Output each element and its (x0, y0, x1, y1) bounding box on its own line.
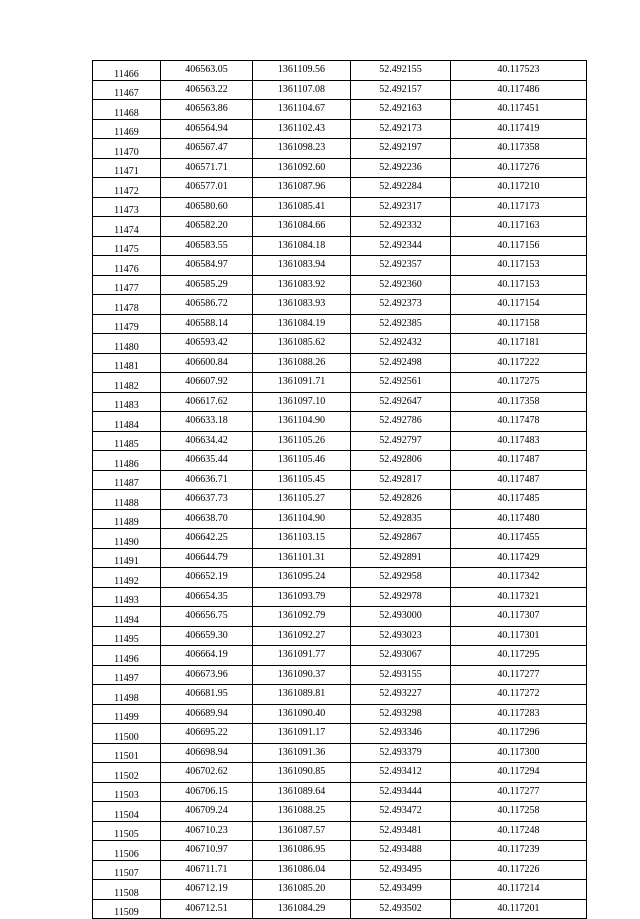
point-number-cell: 11481 (93, 353, 161, 373)
latitude-cell: 52.492978 (351, 587, 451, 607)
table-row (93, 100, 587, 120)
table-row (93, 119, 587, 139)
latitude-cell: 52.492835 (351, 509, 451, 529)
y-coordinate-cell: 1361088.25 (253, 802, 351, 822)
latitude-cell: 52.492385 (351, 314, 451, 334)
point-number-cell: 11488 (93, 490, 161, 510)
table-row (93, 685, 587, 705)
latitude-cell: 52.492163 (351, 100, 451, 120)
y-coordinate-cell: 1361095.24 (253, 568, 351, 588)
table-row (93, 704, 587, 724)
y-coordinate-cell: 1361090.85 (253, 763, 351, 783)
table-row (93, 314, 587, 334)
table-row (93, 607, 587, 627)
table-row (93, 782, 587, 802)
y-coordinate-cell: 1361089.64 (253, 782, 351, 802)
x-coordinate-cell: 406644.79 (161, 548, 253, 568)
point-number-cell: 11480 (93, 334, 161, 354)
x-coordinate-cell: 406567.47 (161, 139, 253, 159)
x-coordinate-cell: 406664.19 (161, 646, 253, 666)
latitude-cell: 52.492647 (351, 392, 451, 412)
y-coordinate-cell: 1361089.81 (253, 685, 351, 705)
point-number-cell: 11508 (93, 880, 161, 900)
latitude-cell: 52.493000 (351, 607, 451, 627)
coordinate-table-body (93, 61, 587, 919)
table-row (93, 763, 587, 783)
table-row (93, 412, 587, 432)
x-coordinate-cell: 406711.71 (161, 860, 253, 880)
table-row (93, 665, 587, 685)
x-coordinate-cell: 406586.72 (161, 295, 253, 315)
table-row (93, 860, 587, 880)
x-coordinate-cell: 406635.44 (161, 451, 253, 471)
x-coordinate-cell: 406712.51 (161, 899, 253, 919)
longitude-cell: 40.117486 (451, 80, 587, 100)
x-coordinate-cell: 406571.71 (161, 158, 253, 178)
point-number-cell: 11483 (93, 392, 161, 412)
y-coordinate-cell: 1361104.67 (253, 100, 351, 120)
x-coordinate-cell: 406563.86 (161, 100, 253, 120)
latitude-cell: 52.492357 (351, 256, 451, 276)
point-number-cell: 11496 (93, 646, 161, 666)
x-coordinate-cell: 406689.94 (161, 704, 253, 724)
point-number-cell: 11476 (93, 256, 161, 276)
longitude-cell: 40.117277 (451, 782, 587, 802)
x-coordinate-cell: 406633.18 (161, 412, 253, 432)
y-coordinate-cell: 1361092.27 (253, 626, 351, 646)
table-row (93, 470, 587, 490)
point-number-cell: 11492 (93, 568, 161, 588)
longitude-cell: 40.117487 (451, 451, 587, 471)
point-number-cell: 11471 (93, 158, 161, 178)
longitude-cell: 40.117342 (451, 568, 587, 588)
longitude-cell: 40.117485 (451, 490, 587, 510)
coordinate-table (92, 60, 587, 919)
point-number-cell: 11475 (93, 236, 161, 256)
x-coordinate-cell: 406580.60 (161, 197, 253, 217)
y-coordinate-cell: 1361091.71 (253, 373, 351, 393)
table-row (93, 568, 587, 588)
latitude-cell: 52.492958 (351, 568, 451, 588)
x-coordinate-cell: 406712.19 (161, 880, 253, 900)
y-coordinate-cell: 1361083.93 (253, 295, 351, 315)
y-coordinate-cell: 1361091.17 (253, 724, 351, 744)
y-coordinate-cell: 1361101.31 (253, 548, 351, 568)
longitude-cell: 40.117307 (451, 607, 587, 627)
longitude-cell: 40.117483 (451, 431, 587, 451)
point-number-cell: 11494 (93, 607, 161, 627)
x-coordinate-cell: 406652.19 (161, 568, 253, 588)
latitude-cell: 52.493495 (351, 860, 451, 880)
x-coordinate-cell: 406607.92 (161, 373, 253, 393)
table-row (93, 61, 587, 81)
latitude-cell: 52.492236 (351, 158, 451, 178)
y-coordinate-cell: 1361098.23 (253, 139, 351, 159)
latitude-cell: 52.493155 (351, 665, 451, 685)
point-number-cell: 11467 (93, 80, 161, 100)
y-coordinate-cell: 1361109.56 (253, 61, 351, 81)
table-row (93, 373, 587, 393)
y-coordinate-cell: 1361085.62 (253, 334, 351, 354)
longitude-cell: 40.117283 (451, 704, 587, 724)
y-coordinate-cell: 1361091.36 (253, 743, 351, 763)
x-coordinate-cell: 406563.22 (161, 80, 253, 100)
y-coordinate-cell: 1361087.57 (253, 821, 351, 841)
y-coordinate-cell: 1361105.45 (253, 470, 351, 490)
point-number-cell: 11489 (93, 509, 161, 529)
latitude-cell: 52.493502 (351, 899, 451, 919)
y-coordinate-cell: 1361092.79 (253, 607, 351, 627)
x-coordinate-cell: 406698.94 (161, 743, 253, 763)
table-row (93, 334, 587, 354)
table-row (93, 236, 587, 256)
point-number-cell: 11493 (93, 587, 161, 607)
latitude-cell: 52.493444 (351, 782, 451, 802)
x-coordinate-cell: 406702.62 (161, 763, 253, 783)
latitude-cell: 52.493472 (351, 802, 451, 822)
longitude-cell: 40.117480 (451, 509, 587, 529)
table-row (93, 256, 587, 276)
y-coordinate-cell: 1361084.18 (253, 236, 351, 256)
table-row (93, 821, 587, 841)
longitude-cell: 40.117239 (451, 841, 587, 861)
table-row (93, 548, 587, 568)
table-row (93, 197, 587, 217)
x-coordinate-cell: 406617.62 (161, 392, 253, 412)
longitude-cell: 40.117301 (451, 626, 587, 646)
latitude-cell: 52.492806 (351, 451, 451, 471)
x-coordinate-cell: 406585.29 (161, 275, 253, 295)
table-row (93, 529, 587, 549)
point-number-cell: 11500 (93, 724, 161, 744)
latitude-cell: 52.493481 (351, 821, 451, 841)
point-number-cell: 11486 (93, 451, 161, 471)
y-coordinate-cell: 1361084.66 (253, 217, 351, 237)
x-coordinate-cell: 406673.96 (161, 665, 253, 685)
longitude-cell: 40.117451 (451, 100, 587, 120)
x-coordinate-cell: 406710.97 (161, 841, 253, 861)
point-number-cell: 11469 (93, 119, 161, 139)
longitude-cell: 40.117429 (451, 548, 587, 568)
point-number-cell: 11477 (93, 275, 161, 295)
point-number-cell: 11503 (93, 782, 161, 802)
latitude-cell: 52.492373 (351, 295, 451, 315)
x-coordinate-cell: 406681.95 (161, 685, 253, 705)
latitude-cell: 52.492360 (351, 275, 451, 295)
point-number-cell: 11484 (93, 412, 161, 432)
longitude-cell: 40.117156 (451, 236, 587, 256)
table-row (93, 743, 587, 763)
point-number-cell: 11478 (93, 295, 161, 315)
x-coordinate-cell: 406636.71 (161, 470, 253, 490)
x-coordinate-cell: 406634.42 (161, 431, 253, 451)
point-number-cell: 11497 (93, 665, 161, 685)
point-number-cell: 11498 (93, 685, 161, 705)
table-row (93, 80, 587, 100)
latitude-cell: 52.492561 (351, 373, 451, 393)
table-row (93, 178, 587, 198)
longitude-cell: 40.117210 (451, 178, 587, 198)
table-row (93, 392, 587, 412)
y-coordinate-cell: 1361105.27 (253, 490, 351, 510)
point-number-cell: 11470 (93, 139, 161, 159)
y-coordinate-cell: 1361084.19 (253, 314, 351, 334)
latitude-cell: 52.492817 (351, 470, 451, 490)
table-row (93, 431, 587, 451)
x-coordinate-cell: 406659.30 (161, 626, 253, 646)
table-row (93, 899, 587, 919)
table-row (93, 490, 587, 510)
longitude-cell: 40.117276 (451, 158, 587, 178)
table-row (93, 275, 587, 295)
longitude-cell: 40.117214 (451, 880, 587, 900)
y-coordinate-cell: 1361083.92 (253, 275, 351, 295)
point-number-cell: 11472 (93, 178, 161, 198)
longitude-cell: 40.117222 (451, 353, 587, 373)
longitude-cell: 40.117248 (451, 821, 587, 841)
point-number-cell: 11501 (93, 743, 161, 763)
latitude-cell: 52.493298 (351, 704, 451, 724)
table-row (93, 509, 587, 529)
x-coordinate-cell: 406583.55 (161, 236, 253, 256)
longitude-cell: 40.117300 (451, 743, 587, 763)
longitude-cell: 40.117226 (451, 860, 587, 880)
point-number-cell: 11485 (93, 431, 161, 451)
longitude-cell: 40.117272 (451, 685, 587, 705)
y-coordinate-cell: 1361092.60 (253, 158, 351, 178)
point-number-cell: 11473 (93, 197, 161, 217)
latitude-cell: 52.492867 (351, 529, 451, 549)
latitude-cell: 52.493488 (351, 841, 451, 861)
latitude-cell: 52.492173 (351, 119, 451, 139)
y-coordinate-cell: 1361086.04 (253, 860, 351, 880)
x-coordinate-cell: 406706.15 (161, 782, 253, 802)
table-row (93, 880, 587, 900)
latitude-cell: 52.492197 (351, 139, 451, 159)
longitude-cell: 40.117181 (451, 334, 587, 354)
x-coordinate-cell: 406577.01 (161, 178, 253, 198)
y-coordinate-cell: 1361097.10 (253, 392, 351, 412)
longitude-cell: 40.117296 (451, 724, 587, 744)
table-row (93, 295, 587, 315)
x-coordinate-cell: 406695.22 (161, 724, 253, 744)
latitude-cell: 52.492786 (351, 412, 451, 432)
x-coordinate-cell: 406642.25 (161, 529, 253, 549)
y-coordinate-cell: 1361085.41 (253, 197, 351, 217)
longitude-cell: 40.117277 (451, 665, 587, 685)
latitude-cell: 52.492155 (351, 61, 451, 81)
x-coordinate-cell: 406563.05 (161, 61, 253, 81)
longitude-cell: 40.117478 (451, 412, 587, 432)
point-number-cell: 11491 (93, 548, 161, 568)
longitude-cell: 40.117201 (451, 899, 587, 919)
y-coordinate-cell: 1361085.20 (253, 880, 351, 900)
x-coordinate-cell: 406584.97 (161, 256, 253, 276)
longitude-cell: 40.117358 (451, 392, 587, 412)
x-coordinate-cell: 406593.42 (161, 334, 253, 354)
latitude-cell: 52.492317 (351, 197, 451, 217)
table-row (93, 587, 587, 607)
x-coordinate-cell: 406637.73 (161, 490, 253, 510)
point-number-cell: 11474 (93, 217, 161, 237)
latitude-cell: 52.492797 (351, 431, 451, 451)
y-coordinate-cell: 1361107.08 (253, 80, 351, 100)
table-row (93, 353, 587, 373)
table-row (93, 217, 587, 237)
table-row (93, 626, 587, 646)
longitude-cell: 40.117154 (451, 295, 587, 315)
latitude-cell: 52.492826 (351, 490, 451, 510)
latitude-cell: 52.492157 (351, 80, 451, 100)
longitude-cell: 40.117455 (451, 529, 587, 549)
point-number-cell: 11505 (93, 821, 161, 841)
table-row (93, 139, 587, 159)
latitude-cell: 52.493227 (351, 685, 451, 705)
longitude-cell: 40.117523 (451, 61, 587, 81)
latitude-cell: 52.493023 (351, 626, 451, 646)
y-coordinate-cell: 1361105.26 (253, 431, 351, 451)
point-number-cell: 11468 (93, 100, 161, 120)
latitude-cell: 52.493067 (351, 646, 451, 666)
table-row (93, 841, 587, 861)
longitude-cell: 40.117358 (451, 139, 587, 159)
latitude-cell: 52.492344 (351, 236, 451, 256)
x-coordinate-cell: 406588.14 (161, 314, 253, 334)
longitude-cell: 40.117295 (451, 646, 587, 666)
latitude-cell: 52.493346 (351, 724, 451, 744)
point-number-cell: 11507 (93, 860, 161, 880)
x-coordinate-cell: 406564.94 (161, 119, 253, 139)
table-row (93, 802, 587, 822)
point-number-cell: 11504 (93, 802, 161, 822)
latitude-cell: 52.492284 (351, 178, 451, 198)
point-number-cell: 11466 (93, 61, 161, 81)
y-coordinate-cell: 1361083.94 (253, 256, 351, 276)
x-coordinate-cell: 406710.23 (161, 821, 253, 841)
longitude-cell: 40.117294 (451, 763, 587, 783)
table-row (93, 646, 587, 666)
longitude-cell: 40.117321 (451, 587, 587, 607)
x-coordinate-cell: 406600.84 (161, 353, 253, 373)
longitude-cell: 40.117153 (451, 256, 587, 276)
table-row (93, 158, 587, 178)
latitude-cell: 52.493379 (351, 743, 451, 763)
longitude-cell: 40.117487 (451, 470, 587, 490)
latitude-cell: 52.493412 (351, 763, 451, 783)
x-coordinate-cell: 406638.70 (161, 509, 253, 529)
table-row (93, 451, 587, 471)
longitude-cell: 40.117419 (451, 119, 587, 139)
point-number-cell: 11509 (93, 899, 161, 919)
latitude-cell: 52.492432 (351, 334, 451, 354)
table-row (93, 724, 587, 744)
x-coordinate-cell: 406654.35 (161, 587, 253, 607)
longitude-cell: 40.117163 (451, 217, 587, 237)
latitude-cell: 52.492891 (351, 548, 451, 568)
longitude-cell: 40.117153 (451, 275, 587, 295)
y-coordinate-cell: 1361086.95 (253, 841, 351, 861)
point-number-cell: 11499 (93, 704, 161, 724)
y-coordinate-cell: 1361088.26 (253, 353, 351, 373)
y-coordinate-cell: 1361090.37 (253, 665, 351, 685)
x-coordinate-cell: 406709.24 (161, 802, 253, 822)
longitude-cell: 40.117275 (451, 373, 587, 393)
y-coordinate-cell: 1361090.40 (253, 704, 351, 724)
y-coordinate-cell: 1361105.46 (253, 451, 351, 471)
point-number-cell: 11482 (93, 373, 161, 393)
x-coordinate-cell: 406656.75 (161, 607, 253, 627)
point-number-cell: 11495 (93, 626, 161, 646)
y-coordinate-cell: 1361104.90 (253, 509, 351, 529)
longitude-cell: 40.117158 (451, 314, 587, 334)
x-coordinate-cell: 406582.20 (161, 217, 253, 237)
y-coordinate-cell: 1361104.90 (253, 412, 351, 432)
y-coordinate-cell: 1361091.77 (253, 646, 351, 666)
point-number-cell: 11479 (93, 314, 161, 334)
longitude-cell: 40.117258 (451, 802, 587, 822)
y-coordinate-cell: 1361102.43 (253, 119, 351, 139)
point-number-cell: 11487 (93, 470, 161, 490)
y-coordinate-cell: 1361087.96 (253, 178, 351, 198)
y-coordinate-cell: 1361084.29 (253, 899, 351, 919)
y-coordinate-cell: 1361103.15 (253, 529, 351, 549)
y-coordinate-cell: 1361093.79 (253, 587, 351, 607)
point-number-cell: 11506 (93, 841, 161, 861)
latitude-cell: 52.492498 (351, 353, 451, 373)
point-number-cell: 11502 (93, 763, 161, 783)
longitude-cell: 40.117173 (451, 197, 587, 217)
point-number-cell: 11490 (93, 529, 161, 549)
latitude-cell: 52.492332 (351, 217, 451, 237)
latitude-cell: 52.493499 (351, 880, 451, 900)
